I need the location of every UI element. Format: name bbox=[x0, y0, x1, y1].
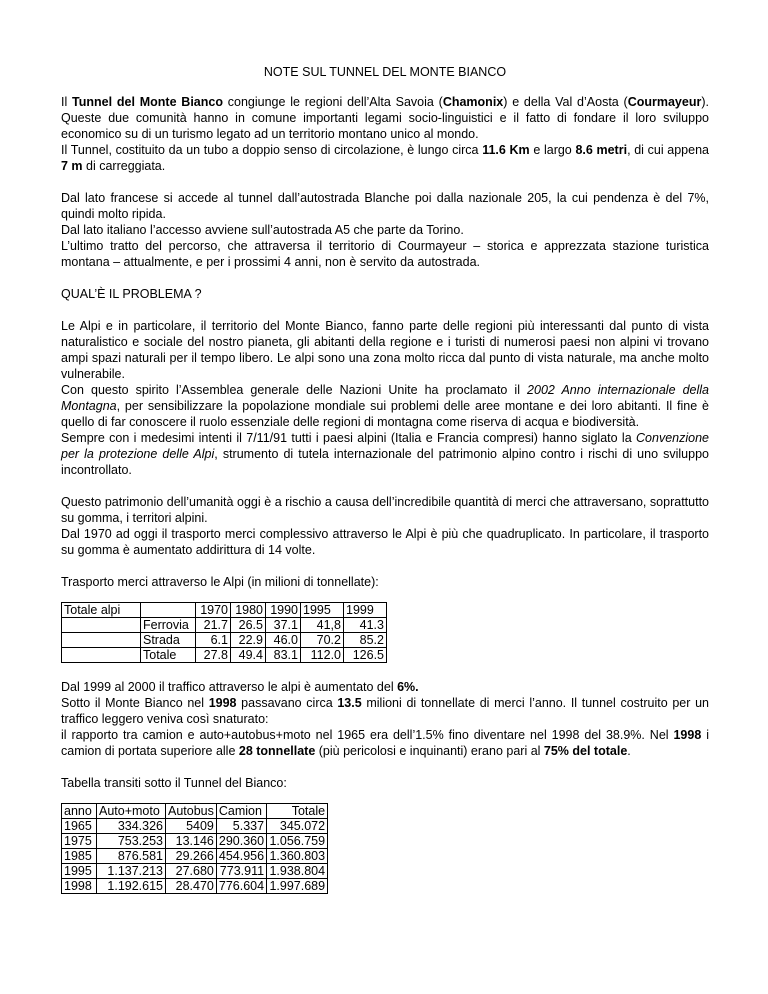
table-cell: Strada bbox=[141, 633, 196, 648]
table-cell: 454.956 bbox=[216, 849, 266, 864]
table-row bbox=[62, 618, 387, 633]
freight-table bbox=[61, 602, 387, 663]
access-paragraph-2: Dal lato italiano l’accesso avviene sull’autostrada A5 che parte da Torino. bbox=[61, 223, 464, 237]
table-cell: 37.1 bbox=[266, 618, 301, 633]
table-cell: 46.0 bbox=[266, 633, 301, 648]
table-cell: Totale bbox=[141, 648, 196, 663]
table-cell bbox=[62, 633, 141, 648]
problem-paragraph-1: Le Alpi e in particolare, il territorio del Monte Bianco, fanno parte delle regioni più interessanti dal punto di vista naturalistico e sociale del nostro pianeta, gli abitanti della regione e i turisti di numerosi paesi non alpini vi trovano ampi spazi naturali per il tempo libero. Le alpi sono una zona molto ricca dal punto di vista naturale, ma anche molto vulnerabile. bbox=[61, 319, 709, 381]
table-header-cell: Auto+moto bbox=[97, 804, 166, 819]
table-cell: 27.680 bbox=[166, 864, 217, 879]
table-row bbox=[62, 879, 328, 894]
table-cell: 28.470 bbox=[166, 879, 217, 894]
table1-caption: Trasporto merci attraverso le Alpi (in milioni di tonnellate): bbox=[61, 575, 379, 589]
table-cell bbox=[62, 648, 141, 663]
table-row bbox=[62, 804, 328, 819]
table-header-cell: anno bbox=[62, 804, 97, 819]
traffic-paragraph-1: Dal 1999 al 2000 il traffico attraverso le alpi è aumentato del 6%. bbox=[61, 680, 419, 694]
table-cell: 876.581 bbox=[97, 849, 166, 864]
table-header-cell: Autobus bbox=[166, 804, 217, 819]
table-cell: 1.997.689 bbox=[267, 879, 328, 894]
table-cell: 41,8 bbox=[301, 618, 344, 633]
table-row bbox=[62, 633, 387, 648]
table-cell: 1995 bbox=[301, 603, 344, 618]
risk-paragraph-2: Dal 1970 ad oggi il trasporto merci complessivo attraverso le Alpi è più che quadruplicato. In particolare, il trasporto su gomma è aumentato addirittura di 14 volte. bbox=[61, 527, 709, 557]
risk-paragraph-1: Questo patrimonio dell’umanità oggi è a rischio a causa dell’incredibile quantità di merci che attraversano, soprattutto su gomma, i territori alpini. bbox=[61, 495, 709, 525]
table-cell: Ferrovia bbox=[141, 618, 196, 633]
table-cell: 1995 bbox=[62, 864, 97, 879]
table-cell: 1990 bbox=[266, 603, 301, 618]
table-cell: 773.911 bbox=[216, 864, 266, 879]
table-cell: 26.5 bbox=[231, 618, 266, 633]
table-cell: 1.056.759 bbox=[267, 834, 328, 849]
table-cell: 1.360.803 bbox=[267, 849, 328, 864]
table-cell: 83.1 bbox=[266, 648, 301, 663]
table-cell bbox=[62, 618, 141, 633]
table-cell: 1998 bbox=[62, 879, 97, 894]
table-cell: 49.4 bbox=[231, 648, 266, 663]
table-cell: 1970 bbox=[196, 603, 231, 618]
access-paragraph-3: L’ultimo tratto del percorso, che attraversa il territorio di Courmayeur – storica e apprezzata stazione turistica montana – attualmente, e per i prossimi 4 anni, non è servito da autostrada. bbox=[61, 239, 709, 269]
table-header-cell: Camion bbox=[216, 804, 266, 819]
intro-paragraph-2: Il Tunnel, costituito da un tubo a doppio senso di circolazione, è lungo circa 11.6 Km e largo 8.6 metri, di cui appena 7 m di carreggiata. bbox=[61, 143, 709, 173]
table-cell: 334.326 bbox=[97, 819, 166, 834]
table-cell: 1965 bbox=[62, 819, 97, 834]
table-header-cell: Totale bbox=[267, 804, 328, 819]
table-row bbox=[62, 819, 328, 834]
table-cell: 345.072 bbox=[267, 819, 328, 834]
table-cell: 1985 bbox=[62, 849, 97, 864]
table-cell: 1980 bbox=[231, 603, 266, 618]
table-cell: 1.192.615 bbox=[97, 879, 166, 894]
table-cell: 753.253 bbox=[97, 834, 166, 849]
intro-paragraph-1: Il Tunnel del Monte Bianco congiunge le regioni dell’Alta Savoia (Chamonix) e della Val d’Aosta (Courmayeur). Queste due comunità hanno in comune importanti legami socio-linguistici e il fatto di fondare il loro sviluppo economico su di un turismo legato ad un territorio montano unico al mondo. bbox=[61, 95, 709, 141]
transit-table bbox=[61, 803, 328, 894]
table-cell bbox=[141, 603, 196, 618]
table-cell: 1999 bbox=[344, 603, 387, 618]
table-row bbox=[62, 864, 328, 879]
table-cell: 22.9 bbox=[231, 633, 266, 648]
table-cell: 41.3 bbox=[344, 618, 387, 633]
table-cell: 85.2 bbox=[344, 633, 387, 648]
document-page bbox=[61, 64, 709, 894]
problem-heading: QUAL’È IL PROBLEMA ? bbox=[61, 287, 202, 301]
table-row bbox=[62, 648, 387, 663]
table-cell: 21.7 bbox=[196, 618, 231, 633]
problem-paragraph-2: Con questo spirito l’Assemblea generale delle Nazioni Unite ha proclamato il 2002 Anno internazionale della Montagna, per sensibilizzare la popolazione mondiale sui problemi delle aree montane e dei loro abitanti. Il fine è quello di far conoscere il ruolo essenziale delle regioni di montagna come riserva di acqua e biodiversità. bbox=[61, 383, 709, 429]
table-cell: 29.266 bbox=[166, 849, 217, 864]
table-cell: 27.8 bbox=[196, 648, 231, 663]
table-cell: 112.0 bbox=[301, 648, 344, 663]
access-paragraph-1: Dal lato francese si accede al tunnel dall’autostrada Blanche poi dalla nazionale 205, la cui pendenza è del 7%, quindi molto ripida. bbox=[61, 191, 709, 221]
table-row bbox=[62, 603, 387, 618]
page-title: NOTE SUL TUNNEL DEL MONTE BIANCO bbox=[263, 65, 507, 79]
table-cell: 5409 bbox=[166, 819, 217, 834]
table2-caption: Tabella transiti sotto il Tunnel del Bianco: bbox=[61, 776, 287, 790]
table-cell: 1975 bbox=[62, 834, 97, 849]
problem-paragraph-3: Sempre con i medesimi intenti il 7/11/91 tutti i paesi alpini (Italia e Francia compresi) hanno siglato la Convenzione per la protezione delle Alpi, strumento di tutela internazionale del patrimonio alpino contro i rischi di uno sviluppo incontrollato. bbox=[61, 431, 709, 477]
table-cell: 1.137.213 bbox=[97, 864, 166, 879]
traffic-paragraph-3: il rapporto tra camion e auto+autobus+moto nel 1965 era dell’1.5% fino diventare nel 1998 del 38.9%. Nel 1998 i camion di portata superiore alle 28 tonnellate (più pericolosi e inquinanti) erano pari al 75% del totale. bbox=[61, 728, 709, 758]
table-cell: 70.2 bbox=[301, 633, 344, 648]
table-cell: Totale alpi bbox=[62, 603, 141, 618]
table-cell: 776.604 bbox=[216, 879, 266, 894]
table-cell: 13.146 bbox=[166, 834, 217, 849]
traffic-paragraph-2: Sotto il Monte Bianco nel 1998 passavano circa 13.5 milioni di tonnellate di merci l’anno. Il tunnel costruito per un traffico leggero veniva così snaturato: bbox=[61, 696, 709, 726]
table-row bbox=[62, 849, 328, 864]
table-cell: 5.337 bbox=[216, 819, 266, 834]
table-cell: 1.938.804 bbox=[267, 864, 328, 879]
table-row bbox=[62, 834, 328, 849]
table-cell: 290.360 bbox=[216, 834, 266, 849]
table-cell: 6.1 bbox=[196, 633, 231, 648]
table-cell: 126.5 bbox=[344, 648, 387, 663]
